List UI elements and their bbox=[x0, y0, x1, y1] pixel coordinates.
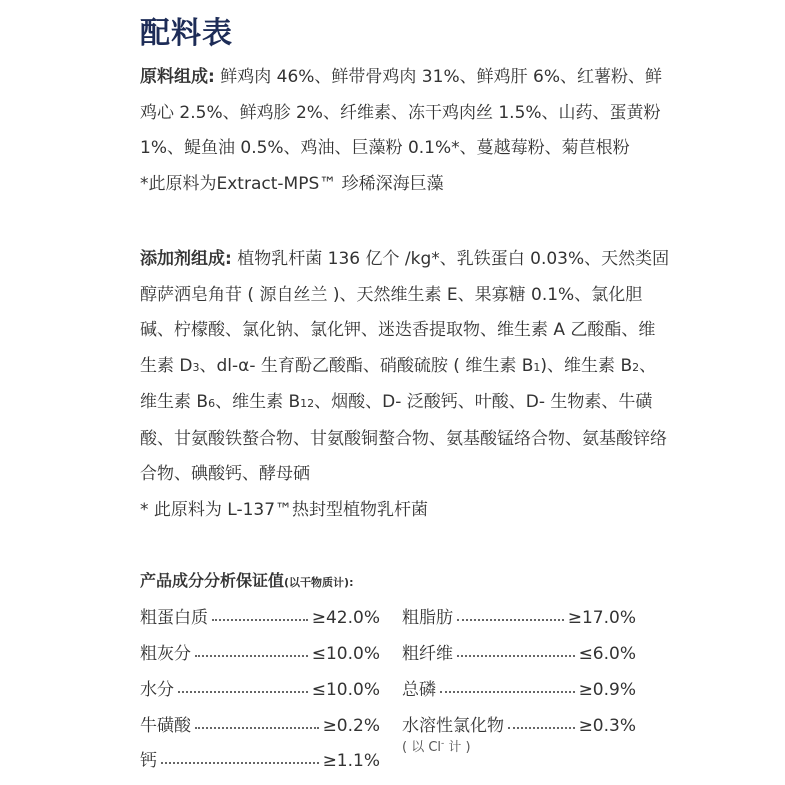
guarantee-value: ≥1.1% bbox=[322, 751, 380, 771]
ingredients-section bbox=[140, 60, 670, 202]
guarantee-name: 钙 bbox=[140, 751, 157, 771]
chloride-note-b: 计 ) bbox=[444, 740, 471, 755]
guarantee-value: ≥0.2% bbox=[322, 716, 380, 736]
guarantee-name: 水溶性氯化物 bbox=[402, 716, 504, 736]
guarantee-name: 水分 bbox=[140, 680, 174, 700]
guarantee-row bbox=[140, 639, 380, 665]
guarantee-row bbox=[402, 603, 636, 629]
additives-text-5: 、维生素 B bbox=[215, 392, 301, 412]
additives-note: * 此原料为 L-137™热封型植物乳杆菌 bbox=[140, 499, 429, 520]
ingredients-label: 原料组成: bbox=[140, 67, 215, 87]
page-title: 配料表 bbox=[140, 16, 233, 51]
additives-text-6: 、烟酸、D- 泛酸钙、叶酸、D- 生物素、牛磺酸、甘氨酸铁螯合物、甘氨酸铜螯合物、氨基酸锰络合物、氨基酸锌络合物、碘酸钙、酵母硒 bbox=[140, 392, 667, 484]
guarantee-value: ≤6.0% bbox=[578, 644, 636, 664]
additives-text-3: )、维生素 B bbox=[540, 355, 633, 376]
leader-dots bbox=[212, 607, 308, 621]
additives-text-1: 植物乳杆菌 136 亿个 /kg*、乳铁蛋白 0.03%、天然类固醇萨洒皂角苷 ( 源自丝兰 )、天然维生素 E、果寡糖 0.1%、氯化胆碱、柠檬酸、氯化钠、氯化钾、迷迭香提取物、维生素 A 乙酸酯、维生素 D bbox=[140, 249, 670, 376]
guarantee-row bbox=[402, 675, 636, 701]
guarantee-name: 总磷 bbox=[402, 680, 436, 700]
guarantee-value: ≤10.0% bbox=[311, 644, 380, 664]
chloride-unit-note bbox=[402, 736, 471, 755]
guarantee-name: 粗蛋白质 bbox=[140, 608, 208, 628]
leader-dots bbox=[457, 607, 564, 621]
guarantee-title-text: 产品成分分析保证值 bbox=[140, 571, 285, 590]
guarantee-row bbox=[402, 711, 636, 737]
leader-dots bbox=[440, 679, 575, 693]
leader-dots bbox=[178, 679, 308, 693]
additives-sub-5: 12 bbox=[300, 397, 315, 410]
guarantee-name: 粗纤维 bbox=[402, 644, 453, 664]
ingredients-note: *此原料为Extract-MPS™ 珍稀深海巨藻 bbox=[140, 173, 444, 194]
additives-label: 添加剂组成: bbox=[140, 249, 232, 269]
additives-sub-3: 2 bbox=[632, 360, 640, 374]
guarantee-value: ≥0.9% bbox=[578, 680, 636, 700]
additives-section bbox=[140, 242, 670, 528]
guarantee-name: 牛磺酸 bbox=[140, 716, 191, 736]
guarantee-value: ≥0.3% bbox=[578, 716, 636, 736]
guarantee-row bbox=[402, 639, 636, 665]
additives-text-4: 、维生素 B bbox=[140, 355, 657, 412]
guarantee-row bbox=[140, 711, 380, 737]
additives-text-2: 、dl-α- 生育酚乙酸酯、硝酸硫胺 ( 维生素 B bbox=[199, 355, 534, 376]
guarantee-value: ≥42.0% bbox=[311, 608, 380, 628]
guarantee-name: 粗灰分 bbox=[140, 644, 191, 664]
leader-dots bbox=[161, 750, 319, 764]
guarantee-name: 粗脂肪 bbox=[402, 608, 453, 628]
guarantee-row bbox=[140, 675, 380, 701]
guarantee-value: ≤10.0% bbox=[311, 680, 380, 700]
additives-sub-4: 6 bbox=[208, 397, 216, 410]
leader-dots bbox=[195, 643, 308, 657]
guarantee-row bbox=[140, 746, 380, 772]
chloride-note-sup: - bbox=[441, 738, 445, 749]
ingredients-text: 鲜鸡肉 46%、鲜带骨鸡肉 31%、鲜鸡肝 6%、红薯粉、鲜鸡心 2.5%、鲜鸡胗 2%、纤维素、冻干鸡肉丝 1.5%、山药、蛋黄粉 1%、鳀鱼油 0.5%、鸡油、巨藻粉 0.1%*、蔓越莓粉、菊苣根粉 bbox=[140, 67, 662, 158]
guarantee-title bbox=[140, 568, 353, 591]
guarantee-row bbox=[140, 603, 380, 629]
leader-dots bbox=[195, 715, 319, 729]
guarantee-title-note: (以干物质计): bbox=[284, 576, 354, 589]
chloride-note-a: ( 以 Cl bbox=[402, 740, 442, 755]
additives-sub-1: 3 bbox=[192, 360, 200, 374]
leader-dots bbox=[457, 643, 575, 657]
leader-dots bbox=[508, 715, 575, 729]
guarantee-value: ≥17.0% bbox=[567, 608, 636, 628]
additives-sub-2: 1 bbox=[533, 360, 541, 374]
